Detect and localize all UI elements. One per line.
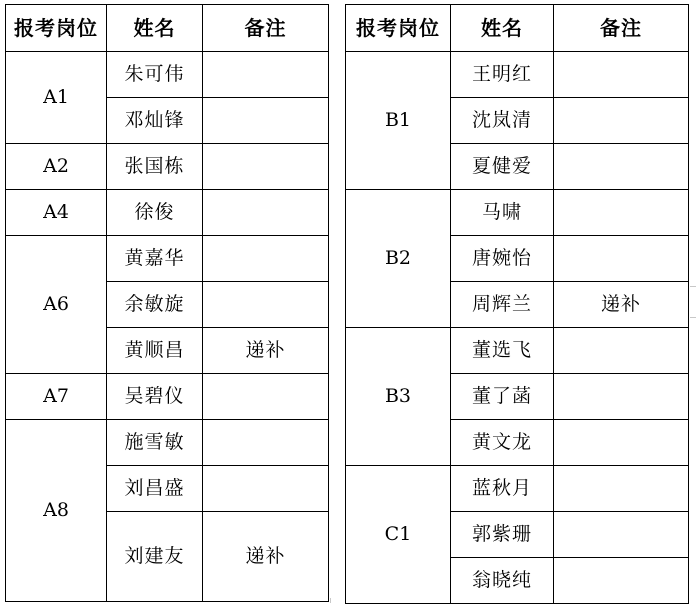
name-cell: 余敏旋 <box>107 282 203 328</box>
name-cell: 翁晓纯 <box>451 558 554 604</box>
name-cell: 董了菡 <box>451 374 554 420</box>
name-cell: 黄文龙 <box>451 420 554 466</box>
name-cell: 刘建友 <box>107 512 203 602</box>
remark-cell <box>554 98 689 144</box>
header-remark: 备注 <box>554 5 689 52</box>
name-cell: 张国栋 <box>107 144 203 190</box>
header-name: 姓名 <box>451 5 554 52</box>
header-position: 报考岗位 <box>346 5 451 52</box>
remark-cell <box>554 236 689 282</box>
remark-cell <box>554 328 689 374</box>
header-row <box>6 5 329 52</box>
name-cell: 施雪敏 <box>107 420 203 466</box>
remark-cell <box>203 52 329 98</box>
table-row <box>6 144 329 190</box>
table-row <box>6 374 329 420</box>
remark-cell <box>554 420 689 466</box>
remark-cell <box>554 190 689 236</box>
name-cell: 沈岚清 <box>451 98 554 144</box>
name-cell: 徐俊 <box>107 190 203 236</box>
position-cell: A7 <box>6 374 107 420</box>
roster-table-left <box>5 4 329 602</box>
table-row <box>346 52 689 98</box>
position-cell: A4 <box>6 190 107 236</box>
header-remark: 备注 <box>203 5 329 52</box>
remark-cell <box>203 190 329 236</box>
remark-cell: 递补 <box>203 328 329 374</box>
page-edge-mark <box>330 598 361 603</box>
table-row <box>6 420 329 466</box>
name-cell: 吴碧仪 <box>107 374 203 420</box>
name-cell: 黄顺昌 <box>107 328 203 374</box>
name-cell: 蓝秋月 <box>451 466 554 512</box>
header-name: 姓名 <box>107 5 203 52</box>
remark-cell: 递补 <box>203 512 329 602</box>
remark-cell <box>554 144 689 190</box>
remark-cell <box>554 374 689 420</box>
table-row <box>346 466 689 512</box>
name-cell: 唐婉怡 <box>451 236 554 282</box>
table-row <box>6 52 329 98</box>
page-edge-mark <box>690 286 696 318</box>
table-row <box>6 236 329 282</box>
table-row <box>346 190 689 236</box>
position-cell: B1 <box>346 52 451 190</box>
name-cell: 黄嘉华 <box>107 236 203 282</box>
remark-cell <box>203 236 329 282</box>
roster-table-right <box>345 4 689 604</box>
position-cell: A2 <box>6 144 107 190</box>
remark-cell <box>203 282 329 328</box>
remark-cell <box>203 420 329 466</box>
position-cell: A6 <box>6 236 107 374</box>
remark-cell <box>554 52 689 98</box>
name-cell: 刘昌盛 <box>107 466 203 512</box>
position-cell: A8 <box>6 420 107 602</box>
position-cell: C1 <box>346 466 451 604</box>
remark-cell <box>554 512 689 558</box>
remark-cell: 递补 <box>554 282 689 328</box>
name-cell: 朱可伟 <box>107 52 203 98</box>
position-cell: A1 <box>6 52 107 144</box>
header-row <box>346 5 689 52</box>
table-row <box>6 190 329 236</box>
name-cell: 郭紫珊 <box>451 512 554 558</box>
table-row <box>346 328 689 374</box>
name-cell: 王明红 <box>451 52 554 98</box>
header-position: 报考岗位 <box>6 5 107 52</box>
name-cell: 夏健爱 <box>451 144 554 190</box>
remark-cell <box>203 466 329 512</box>
remark-cell <box>203 144 329 190</box>
position-cell: B2 <box>346 190 451 328</box>
name-cell: 马啸 <box>451 190 554 236</box>
remark-cell <box>554 466 689 512</box>
name-cell: 邓灿锋 <box>107 98 203 144</box>
remark-cell <box>203 374 329 420</box>
remark-cell <box>203 98 329 144</box>
position-cell: B3 <box>346 328 451 466</box>
remark-cell <box>554 558 689 604</box>
name-cell: 周辉兰 <box>451 282 554 328</box>
name-cell: 董选飞 <box>451 328 554 374</box>
